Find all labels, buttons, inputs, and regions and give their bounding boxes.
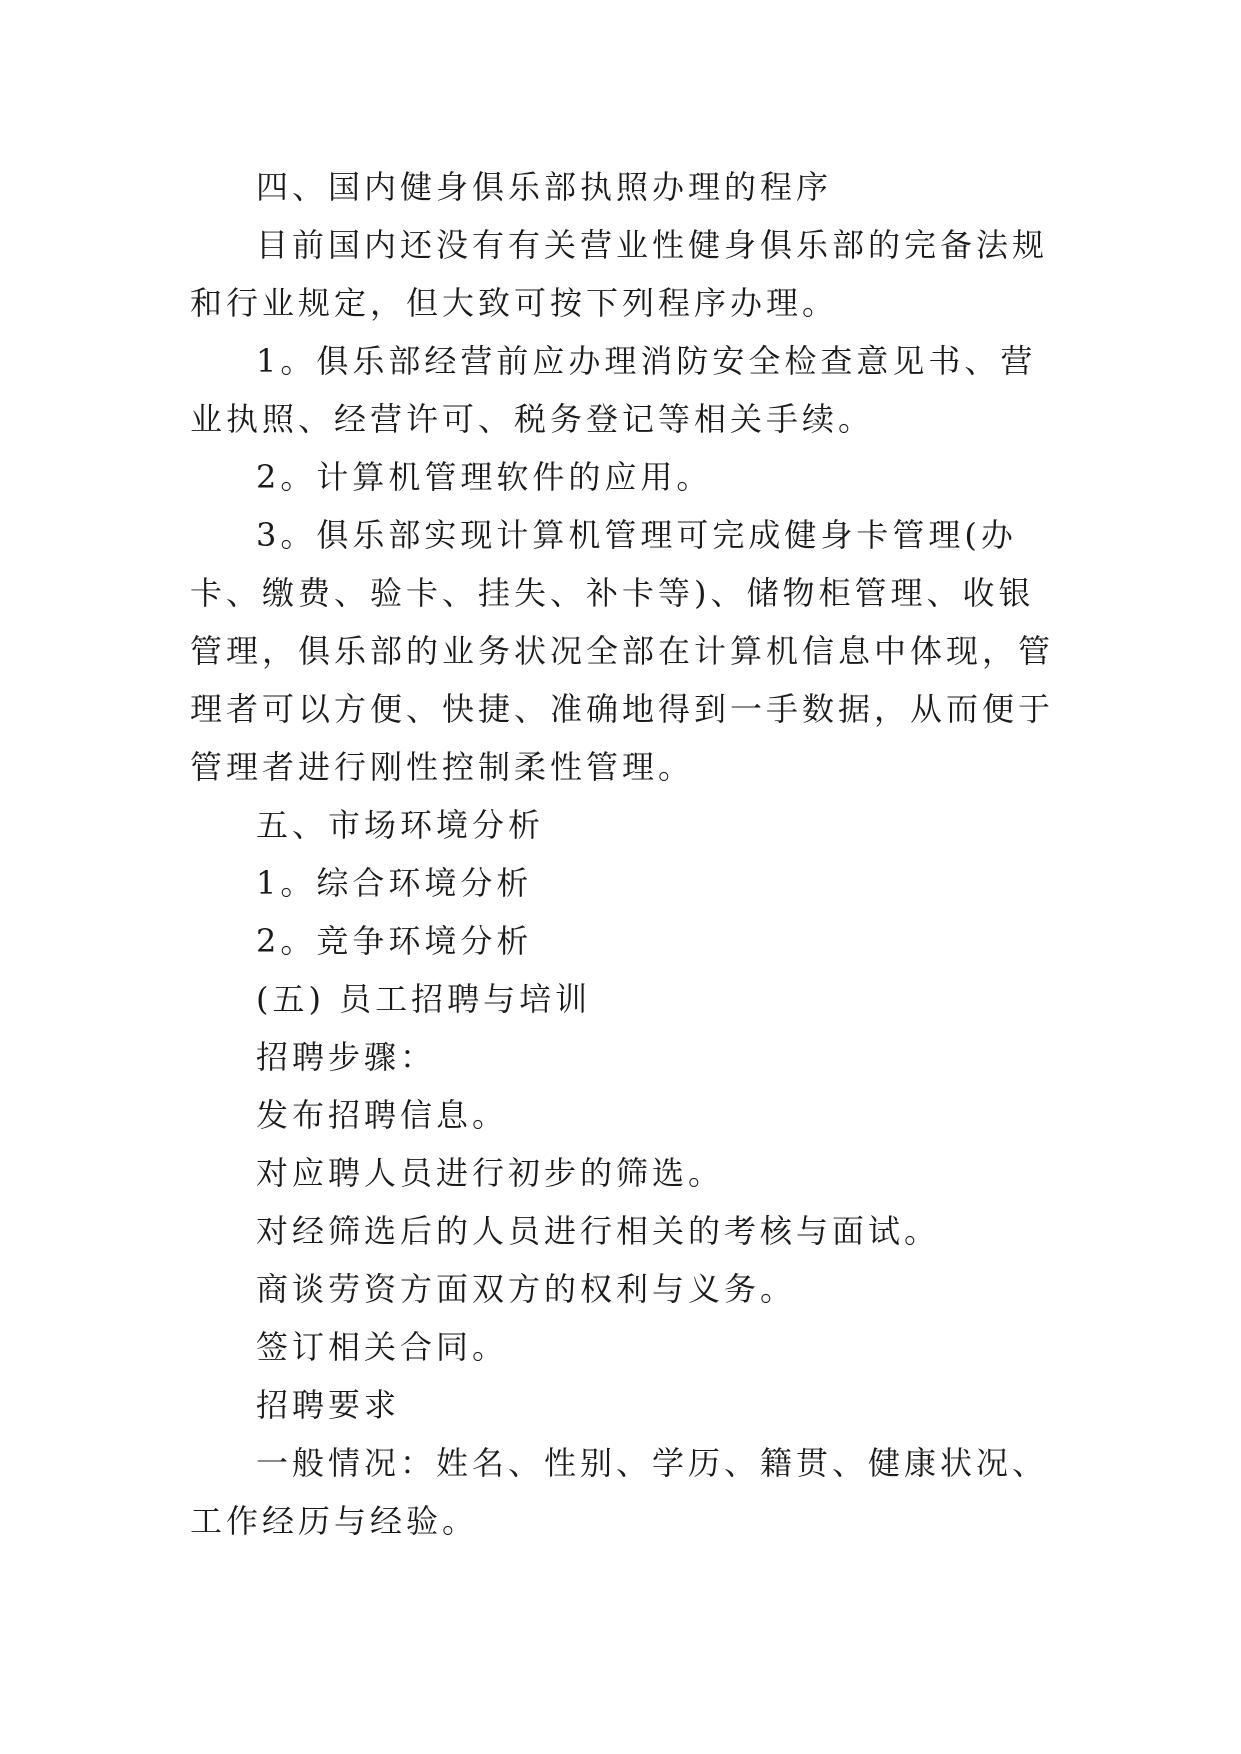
list-item-competition-environment: 2。竞争环境分析 [256,922,533,960]
list-item-overall-environment: 1。综合环境分析 [256,864,533,902]
paragraph-step-2: 2。计算机管理软件的应用。 [256,458,713,496]
subheading-recruitment-requirements: 招聘要求 [256,1386,401,1424]
section-heading-market-analysis: 五、市场环境分析 [256,806,545,844]
list-item-negotiate-rights: 商谈劳资方面双方的权利与义务。 [256,1270,797,1308]
paragraph-regulation-status: 目前国内还没有有关营业性健身俱乐部的完备法规和行业规定，但大致可按下列程序办理。 [190,226,1049,322]
section-heading-recruitment: (五) 员工招聘与培训 [256,980,592,1018]
paragraph-step-3: 3。俱乐部实现计算机管理可完成健身卡管理(办卡、缴费、验卡、挂失、补卡等)、储物柜管理、收银管理，俱乐部的业务状况全部在计算机信息中体现，管理者可以方便、快捷、准确地得到一手数据，从而便于管理者进行刚性控制柔性管理。 [190,516,1055,786]
subheading-recruitment-steps: 招聘步骤： [256,1038,437,1076]
list-item-initial-screening: 对应聘人员进行初步的筛选。 [256,1154,725,1192]
paragraph-general-info: 一般情况：姓名、性别、学历、籍贯、健康状况、工作经历与经验。 [190,1444,1049,1540]
list-item-publish-info: 发布招聘信息。 [256,1096,509,1134]
section-heading-license-procedure: 四、国内健身俱乐部执照办理的程序 [256,168,833,206]
document-body [190,158,1070,1550]
list-item-sign-contract: 签订相关合同。 [256,1328,509,1366]
paragraph-step-1: 1。俱乐部经营前应办理消防安全检查意见书、营业执照、经营许可、税务登记等相关手续。 [190,342,1037,438]
list-item-assessment-interview: 对经筛选后的人员进行相关的考核与面试。 [256,1212,941,1250]
